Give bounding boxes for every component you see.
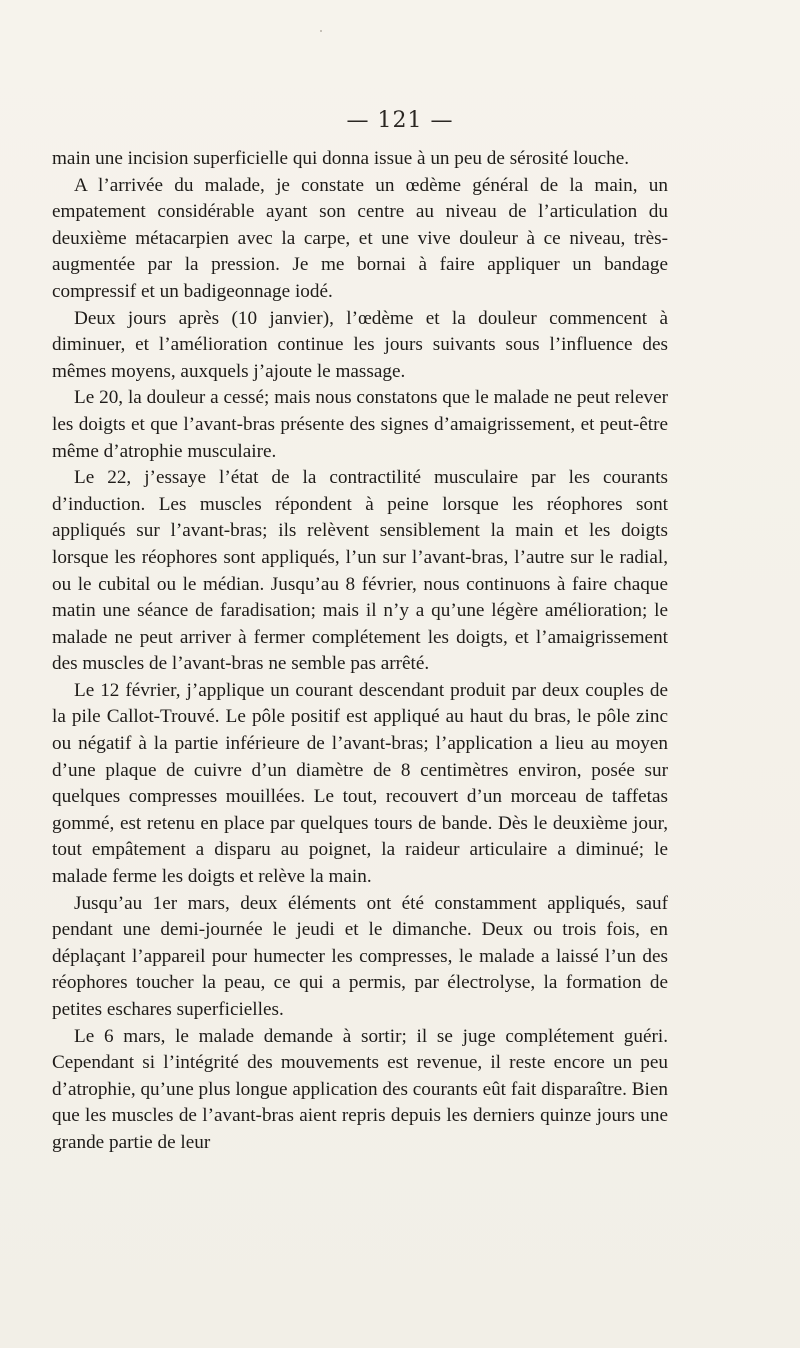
paragraph-7: Jusqu’au 1er mars, deux éléments ont été constamment appliqués, sauf pendant une demi-journée le jeudi et le dimanche. Deux ou trois fois, en déplaçant l’appareil pour humecter les compresses, le malade a laissé l’un des réophores toucher la peau, ce qui a permis, par électrolyse, la formation de petites eschares superficielles. (52, 892, 668, 1020)
paragraph-8: Le 6 mars, le malade demande à sortir; il se juge complétement guéri. Cependant si l’intégrité des mouvements est revenue, il reste encore un peu d’atrophie, qu’une plus longue application des courants eût fait disparaître. Bien que les muscles de l’avant-bras aient repris depuis les derniers quinze jours une grande partie de leur (52, 1025, 668, 1153)
paragraph-3: Deux jours après (10 janvier), l’œdème et la douleur commencent à diminuer, et l’amélioration continue les jours suivants sous l’influence des mêmes moyens, auxquels j’ajoute le massage. (52, 307, 668, 382)
paragraph-2: A l’arrivée du malade, je constate un œdème général de la main, un empatement considérable ayant son centre au niveau de l’articulation du deuxième métacarpien avec la carpe, et une vive douleur à ce niveau, très-augmentée par la pression. Je me bornai à faire appliquer un bandage compressif et un badigeonnage iodé. (52, 174, 668, 302)
page-number: — 121 — (346, 108, 454, 133)
paragraph-4: Le 20, la douleur a cessé; mais nous constatons que le malade ne peut relever les doigts et que l’avant-bras présente des signes d’amaigrissement, et peut-être même d’atrophie musculaire. (52, 387, 668, 462)
body-text (52, 146, 668, 1157)
paragraph-6: Le 12 février, j’applique un courant descendant produit par deux couples de la pile Callot-Trouvé. Le pôle positif est appliqué au haut du bras, le pôle zinc ou négatif à la partie inférieure de l’avant-bras; l’application a lieu au moyen d’une plaque de cuivre d’un diamètre de 8 centimètres environ, posée sur quelques compresses mouillées. Le tout, recouvert d’un morceau de taffetas gommé, est retenu en place par quelques tours de bande. Dès le deuxième jour, tout empâtement a disparu au poignet, la raideur articulaire a diminué; le malade ferme les doigts et relève la main. (52, 679, 668, 888)
paragraph-5: Le 22, j’essaye l’état de la contractilité musculaire par les courants d’induction. Les muscles répondent à peine lorsque les réophores sont appliqués sur l’avant-bras; ils relèvent sensiblement la main et les doigts lorsque les réophores sont appliqués, l’un sur l’avant-bras, l’autre sur le radial, ou le cubital ou le médian. Jusqu’au 8 février, nous continuons à faire chaque matin une séance de faradisation; mais il n’y a qu’une légère amélioration; le malade ne peut arriver à fermer complétement les doigts, et l’amaigrissement des muscles de l’avant-bras ne semble pas arrêté. (52, 467, 668, 675)
paragraph-1: main une incision superficielle qui donna issue à un peu de sérosité louche. (52, 148, 630, 169)
paper-speck (320, 30, 322, 32)
